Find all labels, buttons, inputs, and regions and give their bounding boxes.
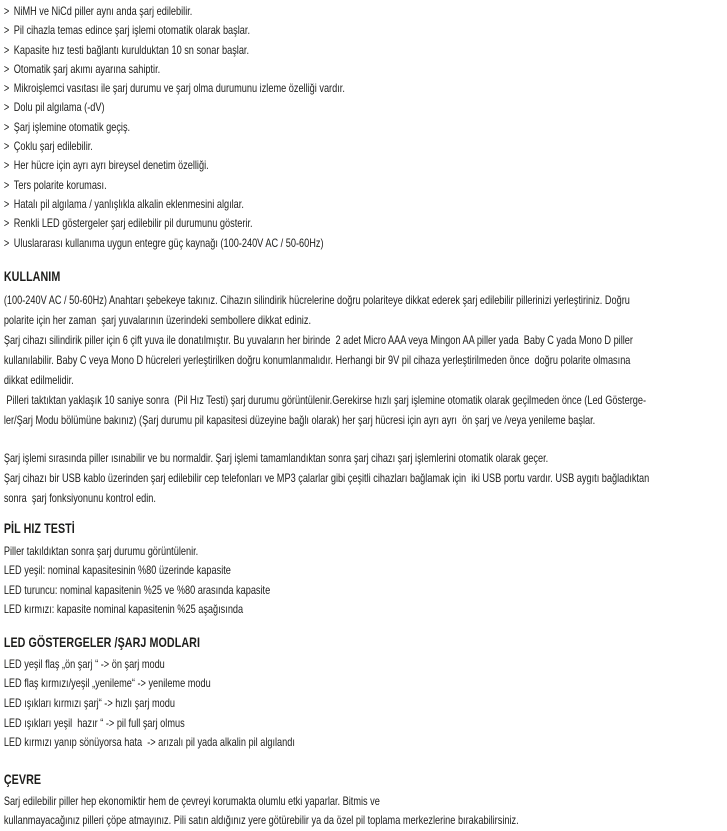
paragraph-line: LED yeşil: nominal kapasitesinin %80 üzerinde kapasite <box>3 563 231 578</box>
paragraph-line: (100-240V AC / 50-60Hz) Anahtarı şebekeye takınız. Cihazın silindirik hücrelerine doğru polariteye dikkat ederek şarj edilebilir pillerinizi yerleştiriniz. Doğru <box>3 292 630 307</box>
feature-text: Ters polarite koruması. <box>13 177 107 192</box>
feature-text: Hatalı pil algılama / yanlışlıkla alkalin eklenmesini algılar. <box>13 196 244 211</box>
feature-item <box>4 79 727 98</box>
paragraph-line: Pilleri taktıktan yaklaşık 10 saniye sonra (Pil Hız Testi) şarj durumu görüntülenir.Gerekirse hızlı şarj işlemine otomatik olarak geçilmeden önce (Led Gösterge- <box>3 392 647 407</box>
section-heading-cevre: ÇEVRE <box>3 770 42 787</box>
paragraph-line: LED yeşil flaş „ön şarj “ -> ön şarj modu <box>3 656 165 671</box>
feature-text: Renkli LED göstergeler şarj edilebilir pil durumunu gösterir. <box>13 216 253 231</box>
section-heading-kullanim: KULLANIM <box>3 267 61 284</box>
paragraph-line: sonra şarj fonksiyonunu kontrol edin. <box>3 490 156 505</box>
feature-item <box>4 137 727 156</box>
paragraph-line: Şarj cihazı silindirik piller için 6 çift yuva ile donatılmıştır. Bu yuvaların her birinde 2 adet Micro AAA veya Mingon AA piller yada Baby C yada Mono D piller <box>3 332 633 347</box>
feature-text: Pil cihazla temas edince şarj işlemi otomatik olarak başlar. <box>13 23 250 38</box>
bullet-marker: > <box>3 158 10 173</box>
bullet-marker: > <box>3 119 10 134</box>
paragraph-line: LED kırmızı yanıp sönüyorsa hata -> arızalı pil yada alkalin pil algılandı <box>3 735 295 750</box>
bullet-marker: > <box>3 177 10 192</box>
bullet-marker: > <box>3 23 10 38</box>
feature-text: Kapasite hız testi bağlantı kurulduktan 10 sn sonar başlar. <box>13 42 250 57</box>
section-heading-pil-hiz-testi: PİL HIZ TESTİ <box>3 519 75 536</box>
feature-text: Uluslararası kullanıma uygun entegre güç kaynağı (100-240V AC / 50-60Hz) <box>13 235 324 250</box>
paragraph-line: kullanmayacağınız pilleri çöpe atmayınız. Pili satın aldığınız yere götürebilir ya da özel pil toplama merkezlerine bırakabilirsiniz. <box>3 813 519 828</box>
bullet-marker: > <box>3 81 10 96</box>
kullanim-paragraph-2 <box>4 448 727 508</box>
paragraph-line: polarite için her zaman şarj yuvalarının üzerindeki sembollere dikkat ediniz. <box>3 312 311 327</box>
feature-text: Çoklu şarj edilebilir. <box>13 139 93 154</box>
feature-text: Şarj işlemine otomatik geçiş. <box>13 119 131 134</box>
bullet-marker: > <box>3 196 10 211</box>
bullet-marker: > <box>3 139 10 154</box>
feature-text: Mikroişlemci vasıtası ile şarj durumu ve şarj olma durumunu izleme özelliği vardır. <box>13 81 345 96</box>
bullet-marker: > <box>3 61 10 76</box>
feature-item <box>4 176 727 195</box>
feature-list <box>4 2 727 253</box>
bullet-marker: > <box>3 4 10 18</box>
paragraph-line: LED turuncu: nominal kapasitenin %25 ve %80 arasında kapasite <box>3 582 271 597</box>
bullet-marker: > <box>3 100 10 115</box>
feature-item <box>4 195 727 214</box>
paragraph-line: LED flaş kırmızı/yeşil „yenileme“ -> yenileme modu <box>3 676 211 691</box>
feature-item <box>4 60 727 79</box>
paragraph-line: dikkat edilmelidir. <box>3 372 74 387</box>
paragraph-line: kullanılabilir. Baby C veya Mono D hücreleri yerleştirilken doğru konumlanmalıdır. Herhangi bir 9V pil cihaza yerleştirilmeden önce doğru polarite olmasına <box>3 352 631 367</box>
kullanim-paragraph-1 <box>4 290 727 430</box>
feature-item <box>4 234 727 253</box>
feature-item <box>4 41 727 60</box>
bullet-marker: > <box>3 216 10 231</box>
feature-item <box>4 214 727 233</box>
paragraph-line: Şarj işlemi sırasında piller ısınabilir ve bu normaldir. Şarj işlemi tamamlandıktan sonra şarj cihazı şarj işlemlerini otomatik olarak geçer. <box>3 450 549 465</box>
paragraph-line: LED ışıkları kırmızı şarj“ -> hızlı şarj modu <box>3 696 175 711</box>
feature-text: Dolu pil algılama (-dV) <box>13 100 105 115</box>
feature-item <box>4 156 727 175</box>
feature-item <box>4 21 727 40</box>
pil-hiz-testi-paragraph <box>4 542 727 620</box>
paragraph-line: Sarj edilebilir piller hep ekonomiktir hem de çevreyi korumakta olumlu etki yaparlar. Bitmis ve <box>3 793 380 808</box>
feature-item <box>4 2 727 21</box>
paragraph-line: LED kırmızı: kapasite nominal kapasitenin %25 aşağısında <box>3 602 244 617</box>
section-heading-led-gostergeler: LED GÖSTERGELER /ŞARJ MODLARI <box>3 633 201 650</box>
bullet-marker: > <box>3 42 10 57</box>
feature-text: Otomatik şarj akımı ayarına sahiptir. <box>13 61 161 76</box>
bullet-marker: > <box>3 235 10 250</box>
paragraph-line: LED ışıkları yeşil hazır “ -> pil full şarj olmus <box>3 715 185 730</box>
blank-line-spacer <box>4 430 727 448</box>
cevre-paragraph <box>4 792 727 831</box>
feature-item <box>4 98 727 117</box>
feature-text: Her hücre için ayrı ayrı bireysel denetim özelliği. <box>13 158 209 173</box>
feature-text: NiMH ve NiCd piller aynı anda şarj edilebilir. <box>13 4 193 18</box>
paragraph-line: Piller takıldıktan sonra şarj durumu görüntülenir. <box>3 543 199 558</box>
led-gostergeler-paragraph <box>4 655 727 753</box>
paragraph-line: ler/Şarj Modu bölümüne bakınız) (Şarj durumu pil kapasitesi düzeyine bağlı olarak) her şarj hücresi için ayrı ayrı ön şarj ve /veya yenileme başlar. <box>3 412 596 427</box>
paragraph-line: Şarj cihazı bir USB kablo üzerinden şarj edilebilir cep telefonları ve MP3 çalarlar gibi çeşitli cihazları bağlamak için iki USB portu vardır. USB aygıtı bağladıktan <box>3 470 650 485</box>
feature-item <box>4 118 727 137</box>
